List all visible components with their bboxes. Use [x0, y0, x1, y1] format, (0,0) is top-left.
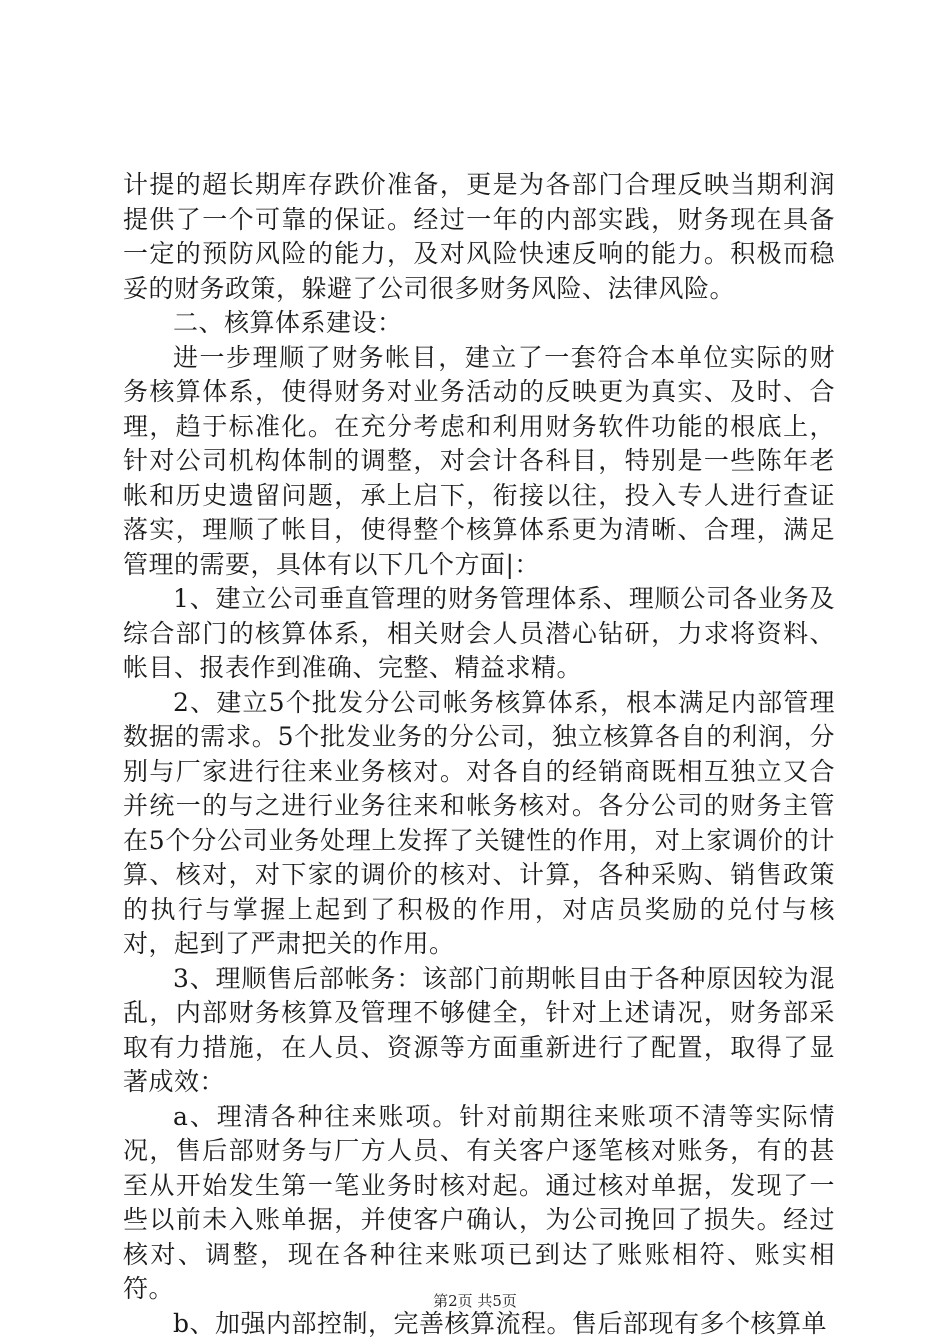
paragraph-intro: 进一步理顺了财务帐目，建立了一套符合本单位实际的财务核算体系，使得财务对业务活动的反映更为真实、及时、合理，趋于标准化。在充分考虑和利用财务软件功能的根底上，针对公司机构体制的调整，对会计各科目，特别是一些陈年老帐和历史遗留问题，承上启下，衔接以往，投入专人进行查证落实，理顺了帐目，使得整个核算体系更为清晰、合理，满足管理的需要，具体有以下几个方面|： — [123, 342, 835, 579]
list-item-1: 1、建立公司垂直管理的财务管理体系、理顺公司各业务及综合部门的核算体系，相关财会人员潜心钻研，力求将资料、帐目、报表作到准确、完整、精益求精。 — [123, 584, 835, 682]
section-heading: 二、核算体系建设： — [173, 308, 403, 337]
document-body — [123, 168, 835, 1341]
list-item-2: 2、建立5个批发分公司帐务核算体系，根本满足内部管理数据的需求。5个批发业务的分公司，独立核算各自的利润，分别与厂家进行往来业务核对。对各自的经销商既相互独立又合并统一的与之进行业务往来和帐务核对。各分公司的财务主管在5个分公司业务处理上发挥了关键性的作用，对上家调价的计算、核对，对下家的调价的核对、计算，各种采购、销售政策的执行与掌握上起到了积极的作用，对店员奖励的兑付与核对，起到了严肃把关的作用。 — [123, 687, 835, 958]
page-footer: 第2页 共5页 — [433, 1292, 517, 1310]
sub-item-a: a、理清各种往来账项。针对前期往来账项不清等实际情况，售后部财务与厂方人员、有关客户逐笔核对账务，有的甚至从开始发生第一笔业务时核对起。通过核对单据，发现了一些以前未入账单据，并使客户确认，为公司挽回了损失。经过核对、调整，现在各种往来账项已到达了账账相符、账实相符。 — [123, 1101, 835, 1303]
paragraph-continuation: 计提的超长期库存跌价准备，更是为各部门合理反映当期利润提供了一个可靠的保证。经过一年的内部实践，财务现在具备一定的预防风险的能力，及对风险快速反响的能力。积极而稳妥的财务政策，躲避了公司很多财务风险、法律风险。 — [123, 170, 835, 303]
sub-item-b: b、加强内部控制，完善核算流程。售后部现有多个核算单 — [173, 1308, 828, 1338]
list-item-3: 3、理顺售后部帐务：该部门前期帐目由于各种原因较为混乱，内部财务核算及管理不够健全，针对上述请况，财务部采取有力措施，在人员、资源等方面重新进行了配置，取得了显著成效： — [123, 963, 835, 1096]
